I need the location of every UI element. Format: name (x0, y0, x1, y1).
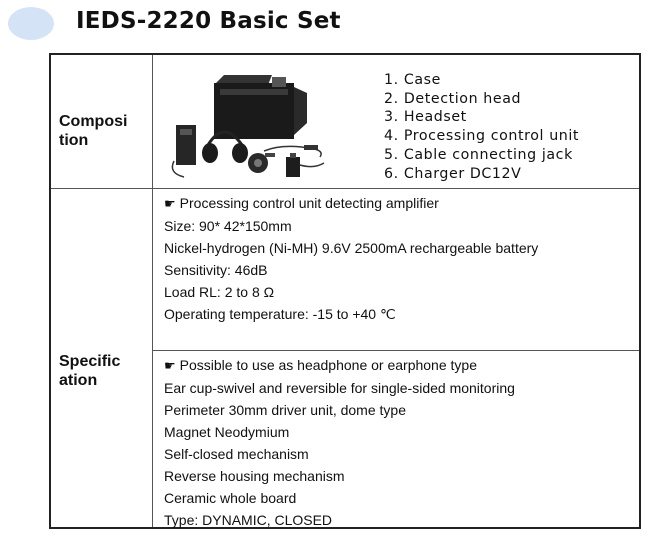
spec-line: Size: 90* 42*150mm (164, 218, 292, 234)
title-decoration (8, 7, 54, 40)
spec-line: Nickel-hydrogen (Ni-MH) 9.6V 2500mA rechargeable battery (164, 240, 539, 256)
row-divider (51, 188, 639, 189)
product-photo (164, 65, 334, 183)
specification-label: Specific ation (59, 353, 121, 389)
composition-list (384, 71, 579, 183)
list-item: 5. Cable connecting jack (384, 146, 573, 163)
spec-line: Perimeter 30mm driver unit, dome type (164, 402, 406, 418)
spec-line: Load RL: 2 to 8 Ω (164, 284, 275, 300)
list-item: 6. Charger DC12V (384, 165, 522, 182)
list-item: 4. Processing control unit (384, 128, 580, 145)
spec-line: Reverse housing mechanism (164, 468, 345, 484)
headset-heading: ☛ Possible to use as headphone or earphone type (164, 357, 477, 373)
headset-specs (164, 354, 515, 531)
page-title: IEDS-2220 Basic Set (76, 8, 341, 34)
column-divider (152, 55, 153, 527)
spec-line: Type: DYNAMIC, CLOSED (164, 512, 333, 528)
composition-label: Composi tion (59, 113, 128, 149)
list-item: 1. Case (384, 72, 441, 88)
pointing-hand-icon: ☛ (164, 358, 176, 373)
spec-line: Ear cup-swivel and reversible for single-sided monitoring (164, 380, 515, 396)
spec-line: Sensitivity: 46dB (164, 262, 268, 278)
pointing-hand-icon: ☛ (164, 196, 176, 211)
spec-line: Ceramic whole board (164, 490, 297, 506)
spec-line: Operating temperature: -15 to +40 ℃ (164, 306, 396, 322)
amplifier-specs (164, 192, 538, 325)
spec-line: Magnet Neodymium (164, 424, 290, 440)
amplifier-heading: ☛ Processing control unit detecting amplifier (164, 195, 439, 211)
spec-table (49, 53, 641, 529)
spec-line: Self-closed mechanism (164, 446, 309, 462)
list-item: 2. Detection head (384, 90, 522, 107)
list-item: 3. Headset (384, 109, 467, 126)
row-divider-inner (152, 350, 639, 351)
